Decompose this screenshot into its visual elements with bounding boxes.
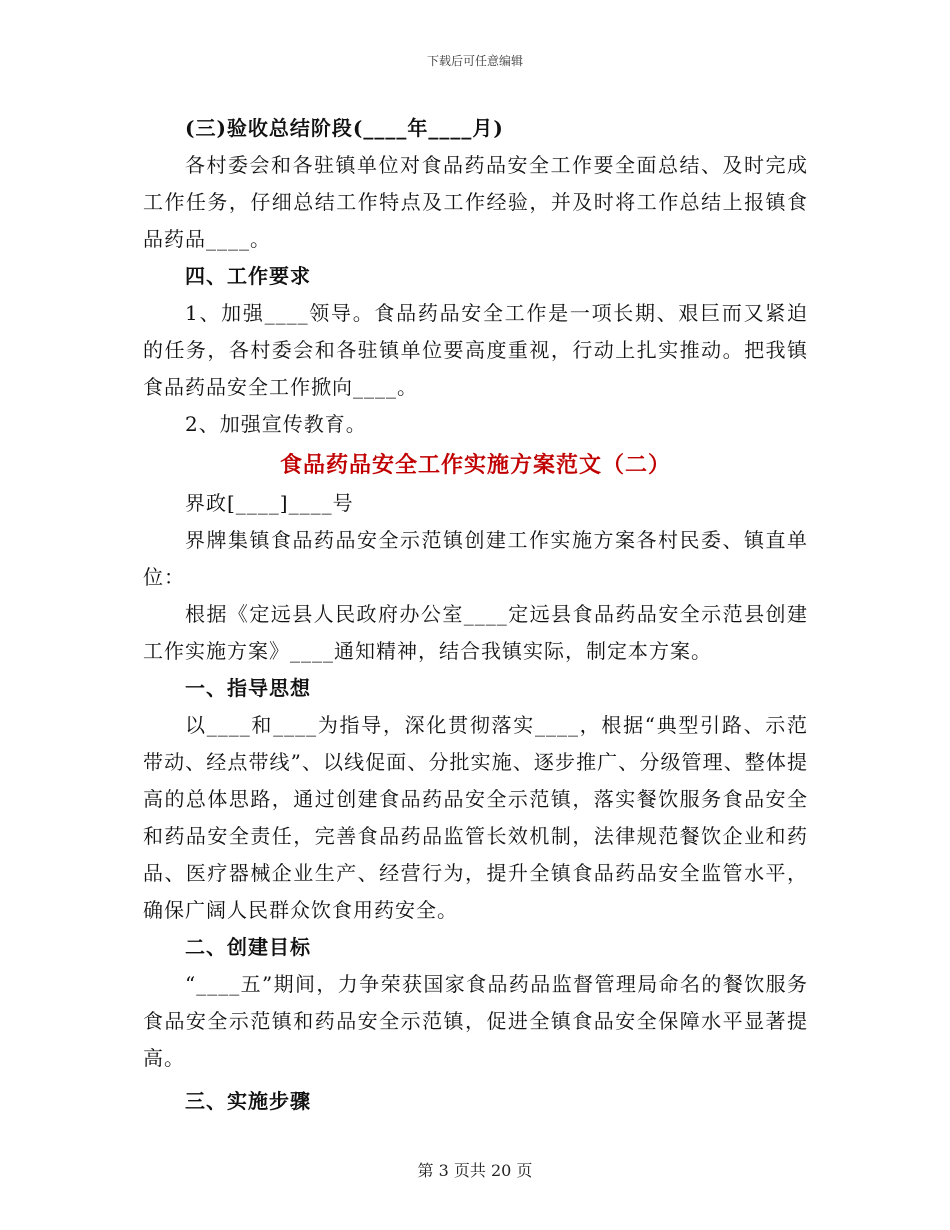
paragraph-requirement-1: 1、加强____领导。食品药品安全工作是一项长期、艰巨而又紧迫的任务，各村委会和各驻镇单位要高度重视，行动上扎实推动。把我镇食品药品安全工作掀向____。: [143, 301, 808, 399]
paragraph-requirement-2: 2、加强宣传教育。: [185, 412, 367, 436]
document-title: 食品药品安全工作实施方案范文（二）: [279, 452, 671, 478]
document-number: 界政[____]____号: [185, 491, 354, 515]
section-heading-guiding-ideology: 一、指导思想: [185, 676, 311, 700]
section-heading-requirements: 四、工作要求: [185, 264, 311, 288]
page-footer: 第 3 页共 20 页: [417, 1161, 533, 1180]
paragraph-guiding-ideology: 以____和____为指导，深化贯彻落实____，根据“典型引路、示范带动、经点带线”、以线促面、分批实施、逐步推广、分级管理、整体提高的总体思路，通过创建食品药品安全示范镇，落实餐饮服务食品安全和药品安全责任，完善食品药品监管长效机制，法律规范餐饮企业和药品、医疗器械企业生产、经营行为，提升全镇食品药品安全监管水平，确保广阔人民群众饮食用药安全。: [143, 713, 808, 922]
document-body: [143, 110, 808, 1120]
page-header: 下载后可任意编辑: [426, 54, 523, 68]
paragraph-acceptance: 各村委会和各驻镇单位对食品药品安全工作要全面总结、及时完成工作任务，仔细总结工作特点及工作经验，并及时将工作总结上报镇食品药品____。: [143, 153, 808, 251]
section-heading-steps: 三、实施步骤: [185, 1089, 311, 1113]
section-heading-acceptance: (三)验收总结阶段(____年____月): [185, 116, 504, 140]
section-heading-goals: 二、创建目标: [185, 935, 311, 959]
paragraph-recipients: 界牌集镇食品药品安全示范镇创建工作实施方案各村民委、镇直单位：: [143, 528, 808, 589]
paragraph-goals: “____五”期间，力争荣获国家食品药品监督管理局命名的餐饮服务食品安全示范镇和药品安全示范镇，促进全镇食品安全保障水平显著提高。: [143, 972, 808, 1070]
paragraph-basis: 根据《定远县人民政府办公室____定远县食品药品安全示范县创建工作实施方案》____通知精神，结合我镇实际，制定本方案。: [143, 602, 808, 663]
